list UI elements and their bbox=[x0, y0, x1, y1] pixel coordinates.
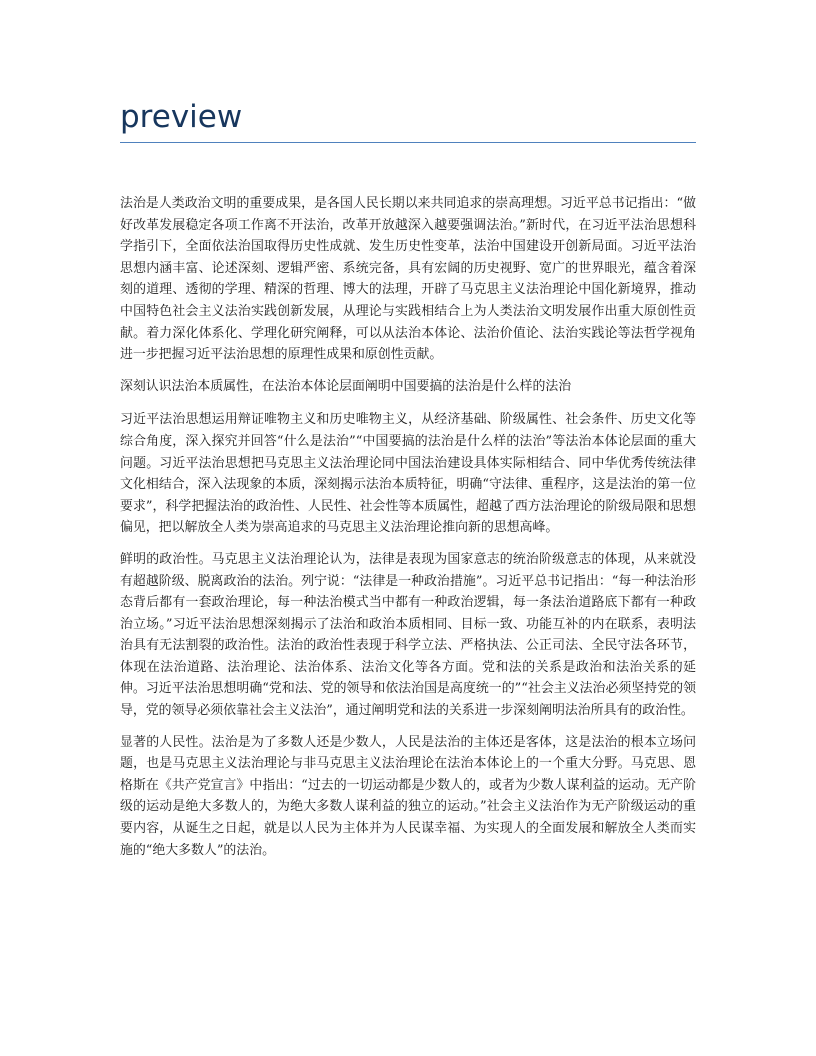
body-paragraph: 鲜明的政治性。马克思主义法治理论认为，法律是表现为国家意志的统治阶级意志的体现，从来就没有超越阶级、脱离政治的法治。列宁说：“法律是一种政治措施”。习近平总书记指出：“每一种法治形态背后都有一套政治理论，每一种法治模式当中都有一种政治逻辑，每一条法治道路底下都有一种政治立场。”习近平法治思想深刻揭示了法治和政治本质相同、目标一致、功能互补的内在联系，表明法治具有无法割裂的政治性。法治的政治性表现于科学立法、严格执法、公正司法、全民守法各环节，体现在法治道路、法治理论、法治体系、法治文化等各方面。党和法的关系是政治和法治关系的延伸。习近平法治思想明确“党和法、党的领导和依法治国是高度统一的”“社会主义法治必须坚持党的领导，党的领导必须依靠社会主义法治”，通过阐明党和法的关系进一步深刻阐明法治所具有的政治性。 bbox=[120, 551, 696, 719]
document-title: preview bbox=[120, 99, 243, 135]
body-paragraph: 显著的人民性。法治是为了多数人还是少数人，人民是法治的主体还是客体，这是法治的根本立场问题，也是马克思主义法治理论与非马克思主义法治理论在法治本体论上的一个重大分野。马克思、恩格斯在《共产党宣言》中指出：“过去的一切运动都是少数人的，或者为少数人谋利益的运动。无产阶级的运动是绝大多数人的，为绝大多数人谋利益的独立的运动。”社会主义法治作为无产阶级运动的重要内容，从诞生之日起，就是以人民为主体并为人民谋幸福、为实现人的全面发展和解放全人类而实施的“绝大多数人”的法治。 bbox=[120, 734, 696, 858]
document-body bbox=[120, 193, 696, 871]
body-paragraph: 习近平法治思想运用辩证唯物主义和历史唯物主义，从经济基础、阶级属性、社会条件、历史文化等综合角度，深入探究并回答“什么是法治”“中国要搞的法治是什么样的法治”等法治本体论层面的重大问题。习近平法治思想把马克思主义法治理论同中国法治建设具体实际相结合、同中华优秀传统法律文化相结合，深入法现象的本质，深刻揭示法治本质特征，明确“守法律、重程序，这是法治的第一位要求”，科学把握法治的政治性、人民性、社会性等本质属性，超越了西方法治理论的阶级局限和思想偏见，把以解放全人类为崇高追求的马克思主义法治理论推向新的思想高峰。 bbox=[120, 412, 696, 536]
intro-paragraph: 法治是人类政治文明的重要成果，是各国人民长期以来共同追求的崇高理想。习近平总书记指出：“做好改革发展稳定各项工作离不开法治，改革开放越深入越要强调法治。”新时代，在习近平法治思想科学指引下，全面依法治国取得历史性成就、发生历史性变革，法治中国建设开创新局面。习近平法治思想内涵丰富、论述深刻、逻辑严密、系统完备，具有宏阔的历史视野、宽广的世界眼光，蕴含着深刻的道理、透彻的学理、精深的哲理、博大的法理，开辟了马克思主义法治理论中国化新境界，推动中国特色社会主义法治实践创新发展，从理论与实践相结合上为人类法治文明发展作出重大原创性贡献。着力深化体系化、学理化研究阐释，可以从法治本体论、法治价值论、法治实践论等法哲学视角进一步把握习近平法治思想的原理性成果和原创性贡献。 bbox=[120, 196, 696, 363]
section-heading: 深刻认识法治本质属性，在法治本体论层面阐明中国要搞的法治是什么样的法治 bbox=[120, 378, 572, 394]
title-divider bbox=[120, 142, 696, 143]
document-page bbox=[120, 0, 696, 1056]
